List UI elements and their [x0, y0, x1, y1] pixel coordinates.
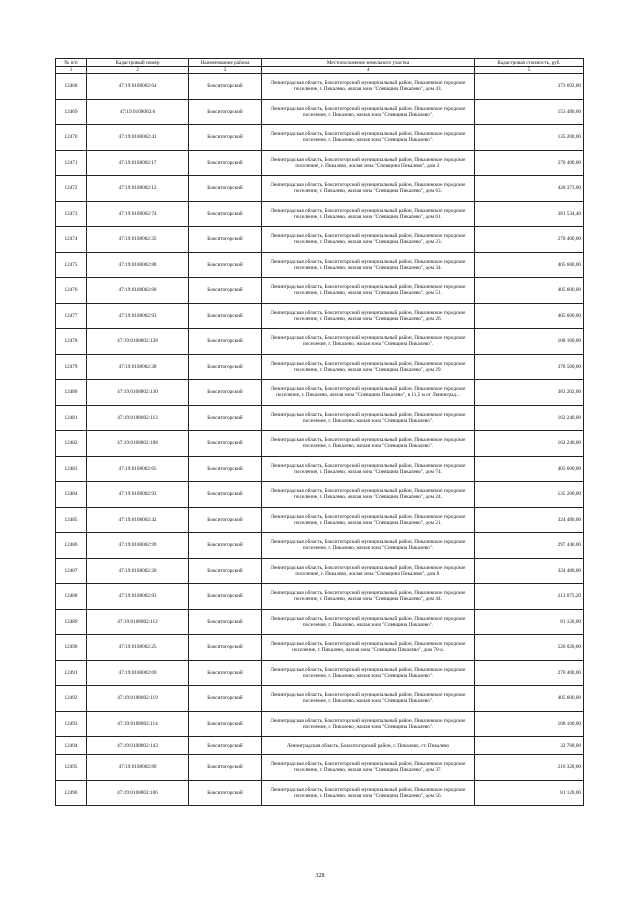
land-location: Ленинградская область, Бокситогорский муниципальный район, Пикалевское городское поселение, г. Пикалево, жилая зона "Спевщина Пикалево", дом 51.	[262, 278, 475, 304]
district-name: Бокситогорский	[189, 329, 262, 355]
table-row	[56, 99, 584, 125]
row-number: 12495	[56, 755, 87, 781]
land-location: Ленинградская область, Бокситогорский муниципальный район, Пикалевское городское поселение, г. Пикалево, жилая зона "Спевщина Пикалево", дом 37.	[262, 755, 475, 781]
district-name: Бокситогорский	[189, 74, 262, 100]
table-row	[56, 431, 584, 457]
district-name: Бокситогорский	[189, 533, 262, 559]
row-number: 12480	[56, 380, 87, 406]
land-location: Ленинградская область, Бокситогорский муниципальный район, Пикалевское городское поселение, г. Пикалево, жилая зона "Спевщина Пикалево", дом 26.	[262, 303, 475, 329]
header-row	[56, 59, 584, 67]
land-location: Ленинградская область, Бокситогорский муниципальный район, Пикалевское городское поселение, г. Пикалево, жилая зона "Спевщина Пикалево", дом 24.	[262, 482, 475, 508]
cadastral-cost: 108 160,00	[475, 711, 584, 737]
cadastral-number: 47:19:0108002:42	[87, 507, 189, 533]
land-location: Ленинградская область, Бокситогорский муниципальный район, Пикалевское городское поселение, г. Пикалево, жилая зона "Спевщина Пикалево", дом 61.	[262, 201, 475, 227]
cadastral-cost: 378 560,00	[475, 354, 584, 380]
cadastral-cost: 270 400,00	[475, 150, 584, 176]
cadastral-number: 47:19:0108002:114	[87, 711, 189, 737]
col-number: 1	[56, 67, 87, 74]
row-number: 12468	[56, 74, 87, 100]
row-number: 12496	[56, 780, 87, 806]
land-location: Ленинградская область, Бокситогорский муниципальный район, Пикалевское городское поселение, г. Пикалево, жилая зона "Спевщина Пикалево", дом 43.	[262, 74, 475, 100]
row-number: 12473	[56, 201, 87, 227]
table-row	[56, 150, 584, 176]
table-row	[56, 635, 584, 661]
row-number: 12479	[56, 354, 87, 380]
district-name: Бокситогорский	[189, 609, 262, 635]
row-number: 12488	[56, 584, 87, 610]
col-number: 4	[262, 67, 475, 74]
district-name: Бокситогорский	[189, 99, 262, 125]
row-number: 12471	[56, 150, 87, 176]
district-name: Бокситогорский	[189, 711, 262, 737]
cadastral-cost: 135 200,00	[475, 125, 584, 151]
cadastral-number: 47:19:0108002:128	[87, 329, 189, 355]
cadastral-cost: 270 400,00	[475, 660, 584, 686]
district-name: Бокситогорский	[189, 431, 262, 457]
cadastral-cost: 520 020,00	[475, 635, 584, 661]
row-number: 12487	[56, 558, 87, 584]
cadastral-number: 47:19:0108002:119	[87, 686, 189, 712]
table-row	[56, 755, 584, 781]
cadastral-number: 47:19:0108002:65	[87, 456, 189, 482]
cadastral-cost: 153 480,60	[475, 99, 584, 125]
row-number: 12475	[56, 252, 87, 278]
table-row	[56, 201, 584, 227]
row-number: 12494	[56, 737, 87, 755]
table-row	[56, 737, 584, 755]
land-location: Ленинградская область, Бокситогорский муниципальный район, Пикалевское городское поселение, г. Пикалево, жилая зона "Спевщина Пикалево".	[262, 405, 475, 431]
district-name: Бокситогорский	[189, 635, 262, 661]
land-location: Ленинградская область, Бокситогорский муниципальный район, Пикалевское городское поселение, г. Пикалево, жилая зона "Спевщина Пикалево", дом 56.	[262, 780, 475, 806]
table-row	[56, 329, 584, 355]
header-district: Наименование района	[189, 59, 262, 67]
land-location: Ленинградская область, Бокситогорский муниципальный район, Пикалевское городское поселение, г. Пикалево, жилая зона "Спевщина Пикалево".	[262, 609, 475, 635]
district-name: Бокситогорский	[189, 176, 262, 202]
row-number: 12483	[56, 456, 87, 482]
table-row	[56, 711, 584, 737]
land-location: Ленинградская область, Бокситогорский муниципальный район, Пикалевское городское поселение, г. Пикалево, жилая зона "Спевщина Пикалево", дом 44.	[262, 584, 475, 610]
row-number: 12491	[56, 660, 87, 686]
row-number: 12481	[56, 405, 87, 431]
row-number: 12482	[56, 431, 87, 457]
district-name: Бокситогорский	[189, 278, 262, 304]
cadastral-number: 47:19:0108002:93	[87, 303, 189, 329]
district-name: Бокситогорский	[189, 737, 262, 755]
cadastral-number: 47:19:0108002:38	[87, 354, 189, 380]
land-location: Ленинградская область, Бокситогорский муниципальный район, Пикалевское городское поселение, г. Пикалево, жилая зона "Спевщина Пикалево", дом 34.	[262, 252, 475, 278]
cadastral-cost: 213 075,20	[475, 584, 584, 610]
cadastral-number: 47:19:0108002:69	[87, 660, 189, 686]
district-name: Бокситогорский	[189, 405, 262, 431]
row-number: 12492	[56, 686, 87, 712]
row-number: 12489	[56, 609, 87, 635]
land-location: Ленинградская область, Бокситогорский муниципальный район, Пикалевское городское поселение, г. Пикалево, жилая зона "Спевщина Пикалево".	[262, 686, 475, 712]
cadastral-table	[55, 58, 584, 806]
land-location: Ленинградская область, Бокситогорский муниципальный район, Пикалевское городское поселение, г. Пикалево, жилая зона "Спевщина Пикалево".	[262, 711, 475, 737]
cadastral-number: 47:19:0108002:64	[87, 74, 189, 100]
land-location: Ленинградская область, Бокситогорский муниципальный район, Пикалевское городское поселение, г. Пикалево, жилая зона "Спевщина Пикалево", дом 23.	[262, 227, 475, 253]
district-name: Бокситогорский	[189, 201, 262, 227]
cadastral-number: 47:19:0108002:106	[87, 780, 189, 806]
land-location: Ленинградская область, Бокситогорский муниципальный район, Пикалевское городское поселение, г. Пикалево, жилая зона "Спевщина Пикалево", дом 2.	[262, 150, 475, 176]
cadastral-number: 47:19:0108002:89	[87, 755, 189, 781]
district-name: Бокситогорский	[189, 686, 262, 712]
cadastral-number: 47:19:0108002:35	[87, 227, 189, 253]
land-location: Ленинградская область, Бокситогорский муниципальный район, Пикалевское городское поселение, г. Пикалево, жилая зона "Спевщина Пикалево", дом 8.	[262, 558, 475, 584]
cadastral-cost: 405 600,00	[475, 686, 584, 712]
land-location: Ленинградская область, Бокситогорский муниципальный район, Пикалевское городское поселение, г. Пикалево, жилая зона "Спевщина Пикалево".	[262, 99, 475, 125]
land-location: Ленинградская область, Бокситогорский муниципальный район, Пикалевское городское поселение, г. Пикалево, жилая зона "Спевщина Пикалево".	[262, 431, 475, 457]
cadastral-number: 47:19:0108002:108	[87, 431, 189, 457]
cadastral-number: 47:19:0108002:6	[87, 99, 189, 125]
row-number: 12470	[56, 125, 87, 151]
land-location: Ленинградская область, Бокситогорский муниципальный район, Пикалевское городское поселение, г. Пикалево, жилая зона "Спевщина Пикалево".	[262, 660, 475, 686]
row-number: 12478	[56, 329, 87, 355]
table-row	[56, 456, 584, 482]
cadastral-number: 47:19:0108002:130	[87, 380, 189, 406]
row-number: 12490	[56, 635, 87, 661]
cadastral-cost: 81 120,00	[475, 780, 584, 806]
cadastral-cost: 162 240,00	[475, 405, 584, 431]
cadastral-number: 47:19:0108002:113	[87, 405, 189, 431]
header-cost: Кадастровая стоимость, руб.	[475, 59, 584, 67]
table-row	[56, 686, 584, 712]
district-name: Бокситогорский	[189, 660, 262, 686]
table-row	[56, 74, 584, 100]
col-number: 2	[87, 67, 189, 74]
column-number-row	[56, 67, 584, 74]
cadastral-cost: 270 400,00	[475, 227, 584, 253]
cadastral-cost: 405 600,00	[475, 252, 584, 278]
land-location: Ленинградская область, Бокситогорский муниципальный район, Пикалевское городское поселение, г. Пикалево, жилая зона "Спевщина Пикалево".	[262, 125, 475, 151]
cadastral-number: 47:19:0108002:68	[87, 278, 189, 304]
table-row	[56, 507, 584, 533]
land-location: Ленинградская область, Бокситогорский муниципальный район, Пикалевское городское поселение, г. Пикалево, жилая зона "Спевщина Пикалево", дом 63.	[262, 176, 475, 202]
cadastral-cost: 381 534,40	[475, 201, 584, 227]
cadastral-number: 47:19:0108002:143	[87, 737, 189, 755]
district-name: Бокситогорский	[189, 354, 262, 380]
district-name: Бокситогорский	[189, 456, 262, 482]
cadastral-cost: 405 600,00	[475, 456, 584, 482]
district-name: Бокситогорский	[189, 150, 262, 176]
cadastral-number: 47:19:0108002:20	[87, 558, 189, 584]
land-location: Ленинградская область, Бокситогорский муниципальный район, Пикалевское городское поселение, г. Пикалево, жилая зона "Спевщина Пикалево", в 11,5 м от Ленинград...	[262, 380, 475, 406]
table-row	[56, 303, 584, 329]
land-location: Ленинградская область, Бокситогорский муниципальный район, Пикалевское городское поселение, г. Пикалево, жилая зона "Спевщина Пикалево".	[262, 329, 475, 355]
table-row	[56, 584, 584, 610]
cadastral-cost: 428 373,00	[475, 176, 584, 202]
cadastral-cost: 162 240,00	[475, 431, 584, 457]
land-location: Ленинградская область, Бокситогорский муниципальный район, Пикалевское городское поселение, г. Пикалево, жилая зона "Спевщина Пикалево", дом 21.	[262, 507, 475, 533]
table-body	[56, 74, 584, 806]
table-row	[56, 405, 584, 431]
cadastral-number: 47:19:0108002:112	[87, 609, 189, 635]
land-location: Ленинградская область, Бокситогорский муниципальный район, Пикалевское городское поселение, г. Пикалево, жилая зона "Спевщина Пикалево", дом 70-а.	[262, 635, 475, 661]
row-number: 12476	[56, 278, 87, 304]
row-number: 12474	[56, 227, 87, 253]
col-number: 5	[475, 67, 584, 74]
table-row	[56, 176, 584, 202]
cadastral-cost: 324 480,00	[475, 507, 584, 533]
cadastral-number: 47:19:0108002:25	[87, 635, 189, 661]
district-name: Бокситогорский	[189, 380, 262, 406]
row-number: 12485	[56, 507, 87, 533]
row-number: 12484	[56, 482, 87, 508]
row-number: 12472	[56, 176, 87, 202]
cadastral-number: 47:19:0108002:41	[87, 125, 189, 151]
row-number: 12477	[56, 303, 87, 329]
header-location: Местоположение земельного участка	[262, 59, 475, 67]
district-name: Бокситогорский	[189, 558, 262, 584]
table-row	[56, 252, 584, 278]
col-number: 3	[189, 67, 262, 74]
district-name: Бокситогорский	[189, 507, 262, 533]
cadastral-cost: 216 320,00	[475, 755, 584, 781]
cadastral-number: 47:19:0108002:93	[87, 482, 189, 508]
page-number: 328	[315, 873, 325, 879]
header-cadastral: Кадастровый номер	[87, 59, 189, 67]
district-name: Бокситогорский	[189, 755, 262, 781]
land-location: Ленинградская область, Бокситогорский муниципальный район, Пикалевское городское поселение, г. Пикалево, жилая зона "Спевщина Пикалево", дом 74.	[262, 456, 475, 482]
cadastral-cost: 405 600,00	[475, 303, 584, 329]
cadastral-number: 47:19:0108002:88	[87, 252, 189, 278]
district-name: Бокситогорский	[189, 780, 262, 806]
table-row	[56, 533, 584, 559]
land-location: Ленинградская область, Бокситогорский район, г. Пикалево, ст. Пикалево	[262, 737, 475, 755]
table-row	[56, 609, 584, 635]
cadastral-cost: 81 120,00	[475, 609, 584, 635]
district-name: Бокситогорский	[189, 125, 262, 151]
cadastral-cost: 383 202,00	[475, 380, 584, 406]
cadastral-cost: 135 200,00	[475, 482, 584, 508]
table-row	[56, 482, 584, 508]
district-name: Бокситогорский	[189, 227, 262, 253]
cadastral-cost: 108 160,00	[475, 329, 584, 355]
cadastral-number: 47:19:0108002:17	[87, 150, 189, 176]
district-name: Бокситогорский	[189, 584, 262, 610]
cadastral-number: 47:19:0108002:74	[87, 201, 189, 227]
land-location: Ленинградская область, Бокситогорский муниципальный район, Пикалевское городское поселение, г. Пикалево, жилая зона "Спевщина Пикалево".	[262, 533, 475, 559]
cadastral-cost: 297 440,00	[475, 533, 584, 559]
table-row	[56, 278, 584, 304]
land-location: Ленинградская область, Бокситогорский муниципальный район, Пикалевское городское поселение, г. Пикалево, жилая зона "Спевщина Пикалево", дом 29.	[262, 354, 475, 380]
district-name: Бокситогорский	[189, 482, 262, 508]
row-number: 12486	[56, 533, 87, 559]
cadastral-cost: 32 768,00	[475, 737, 584, 755]
cadastral-cost: 405 600,00	[475, 278, 584, 304]
table-row	[56, 380, 584, 406]
cadastral-number: 47:19:0108002:83	[87, 584, 189, 610]
row-number: 12493	[56, 711, 87, 737]
cadastral-number: 47:19:0108002:99	[87, 533, 189, 559]
cadastral-number: 47:19:0108002:12	[87, 176, 189, 202]
cadastral-cost: 373 692,80	[475, 74, 584, 100]
header-num: № п/п	[56, 59, 87, 67]
row-number: 12469	[56, 99, 87, 125]
table-row	[56, 660, 584, 686]
table-row	[56, 227, 584, 253]
district-name: Бокситогорский	[189, 252, 262, 278]
table-row	[56, 780, 584, 806]
table-row	[56, 354, 584, 380]
district-name: Бокситогорский	[189, 303, 262, 329]
table-row	[56, 125, 584, 151]
cadastral-cost: 324 480,00	[475, 558, 584, 584]
table-row	[56, 558, 584, 584]
